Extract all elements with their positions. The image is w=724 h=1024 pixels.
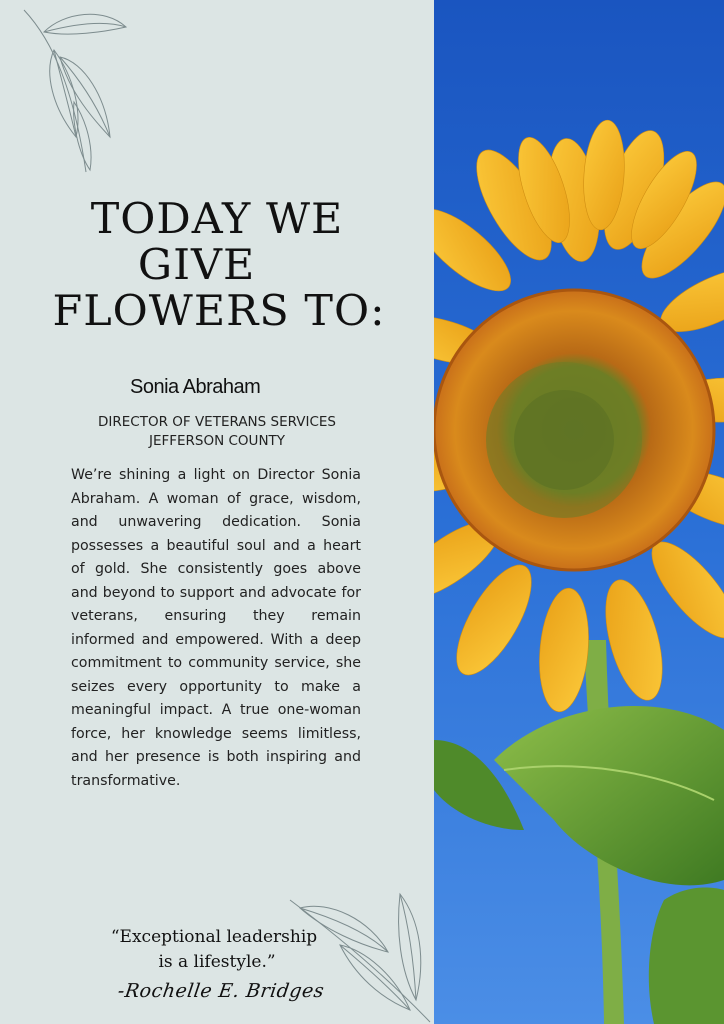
headline-line-2: GIVE: [137, 240, 256, 289]
honoree-title-line-2: JEFFERSON COUNTY: [148, 433, 286, 449]
quote-line-1: “Exceptional leadership: [110, 927, 318, 947]
headline-line-1: TODAY WE: [90, 194, 344, 243]
bio-paragraph: We’re shining a light on Director Sonia Abraham. A woman of grace, wisdom, and unwavering dedication. Sonia possesses a beautiful soul and a heart of gold. She consistently goes above and beyond to support and advocate for veterans, ensuring they remain informed and empowered. With a deep commitment to community service, she seizes every opportunity to make a meaningful impact. A true one-woman force, her knowledge seems limitless, and her presence is both inspiring and transformative.: [71, 467, 361, 789]
quote-author: -Rochelle E. Bridges: [116, 980, 326, 1002]
honoree-name: Sonia Abraham: [130, 376, 261, 398]
leaf-branch-icon: [14, 2, 134, 182]
honoree-title-line-1: DIRECTOR OF VETERANS SERVICES: [98, 414, 336, 430]
honoree-title: [0, 413, 434, 451]
headline: [0, 196, 434, 334]
sunflower-photo-icon: [434, 0, 724, 1024]
leaf-branch-icon: [270, 890, 434, 1024]
quote-line-2: is a lifestyle.”: [158, 952, 276, 972]
sunflower-photo: [434, 0, 724, 1024]
headline-line-3: FLOWERS TO:: [52, 286, 386, 335]
